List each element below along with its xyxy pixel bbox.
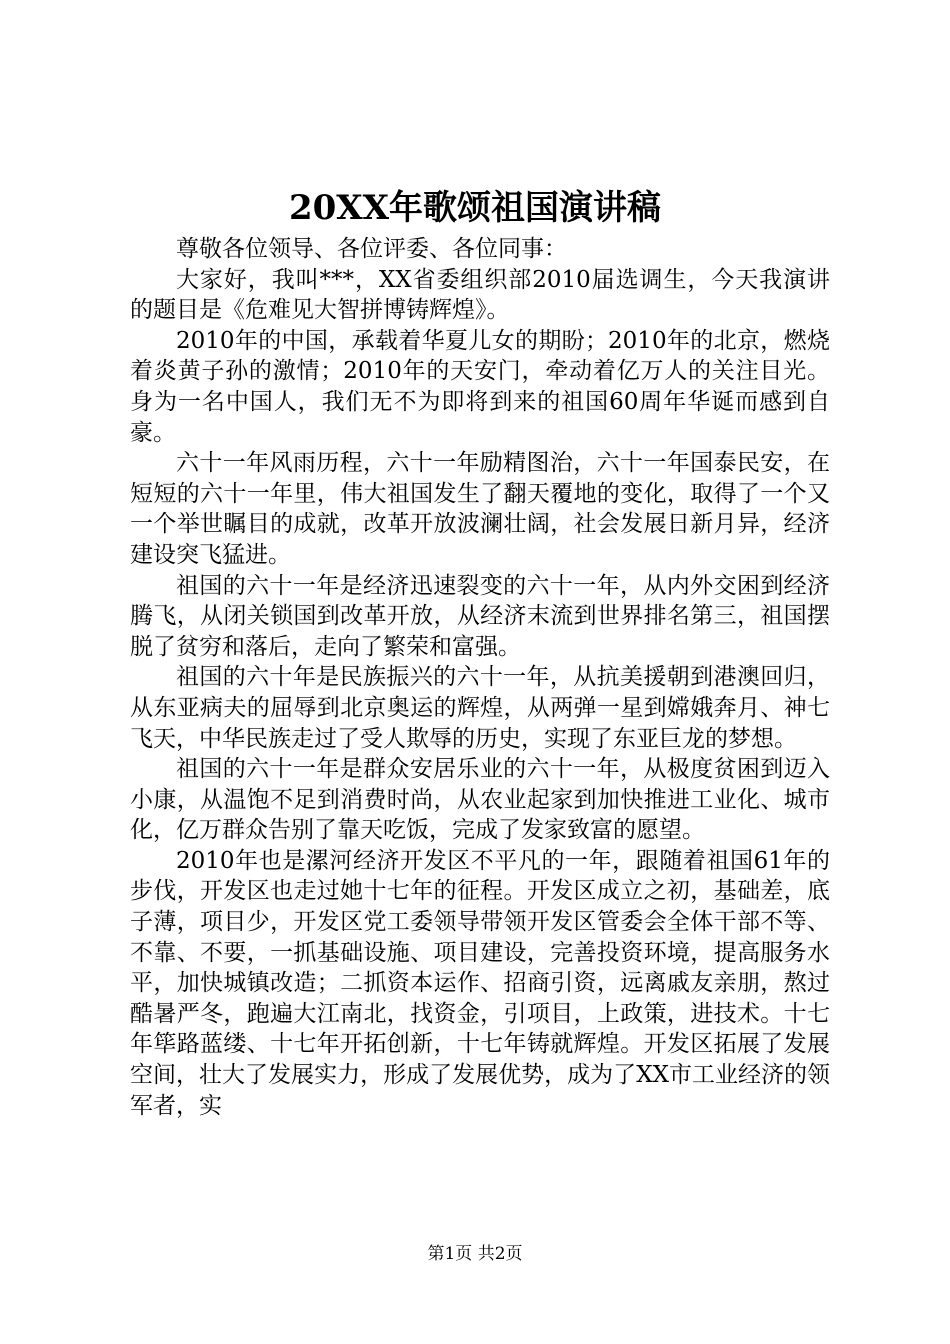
body-paragraph: 六十一年风雨历程，六十一年励精图治，六十一年国泰民安，在短短的六十一年里，伟大祖国发生了翻天覆地的变化，取得了一个又一个举世瞩目的成就，改革开放波澜壮阔，社会发展日新月异，经济建设突飞猛进。 (130, 450, 830, 568)
body-paragraph: 大家好，我叫***，XX省委组织部2010届选调生，今天我演讲的题目是《危难见大智拼博铸辉煌》。 (130, 266, 830, 324)
page-footer: 第1页 共2页 (427, 1244, 523, 1264)
salutation-paragraph: 尊敬各位领导、各位评委、各位同事： (176, 236, 567, 262)
body-paragraph: 2010年也是漯河经济开发区不平凡的一年，跟随着祖国61年的步伐，开发区也走过她十七年的征程。开发区成立之初，基础差，底子薄，项目少，开发区党工委领导带领开发区管委会全体干部不等、不靠、不要，一抓基础设施、项目建设，完善投资环境，提高服务水平，加快城镇改造；二抓资本运作、招商引资，远离戚友亲朋，熬过酷暑严冬，跑遍大江南北，找资金，引项目，上政策，进技术。十七年筚路蓝缕、十七年开拓创新，十七年铸就辉煌。开发区拓展了发展空间，壮大了发展实力，形成了发展优势，成为了XX市工业经济的领军者，实 (130, 847, 830, 1119)
document-title: 20XX年歌颂祖国演讲稿 (288, 188, 662, 228)
body-paragraph: 祖国的六十一年是经济迅速裂变的六十一年，从内外交困到经济腾飞，从闭关锁国到改革开放，从经济末流到世界排名第三，祖国摆脱了贫穷和落后，走向了繁荣和富强。 (130, 572, 830, 660)
document-body (130, 234, 830, 1121)
body-paragraph: 祖国的六十年是民族振兴的六十一年，从抗美援朝到港澳回归，从东亚病夫的屈辱到北京奥运的辉煌，从两弹一星到嫦娥奔月、神七飞天，中华民族走过了受人欺辱的历史，实现了东亚巨龙的梦想。 (130, 664, 830, 752)
body-paragraph: 祖国的六十一年是群众安居乐业的六十一年，从极度贫困到迈入小康，从温饱不足到消费时尚，从农业起家到加快推进工业化、城市化，亿万群众告别了靠天吃饭，完成了发家致富的愿望。 (130, 756, 830, 844)
body-paragraph: 2010年的中国，承载着华夏儿女的期盼；2010年的北京，燃烧着炎黄子孙的激情；2010年的天安门，牵动着亿万人的关注目光。身为一名中国人，我们无不为即将到来的祖国60周年华诞而感到自豪。 (130, 327, 830, 446)
